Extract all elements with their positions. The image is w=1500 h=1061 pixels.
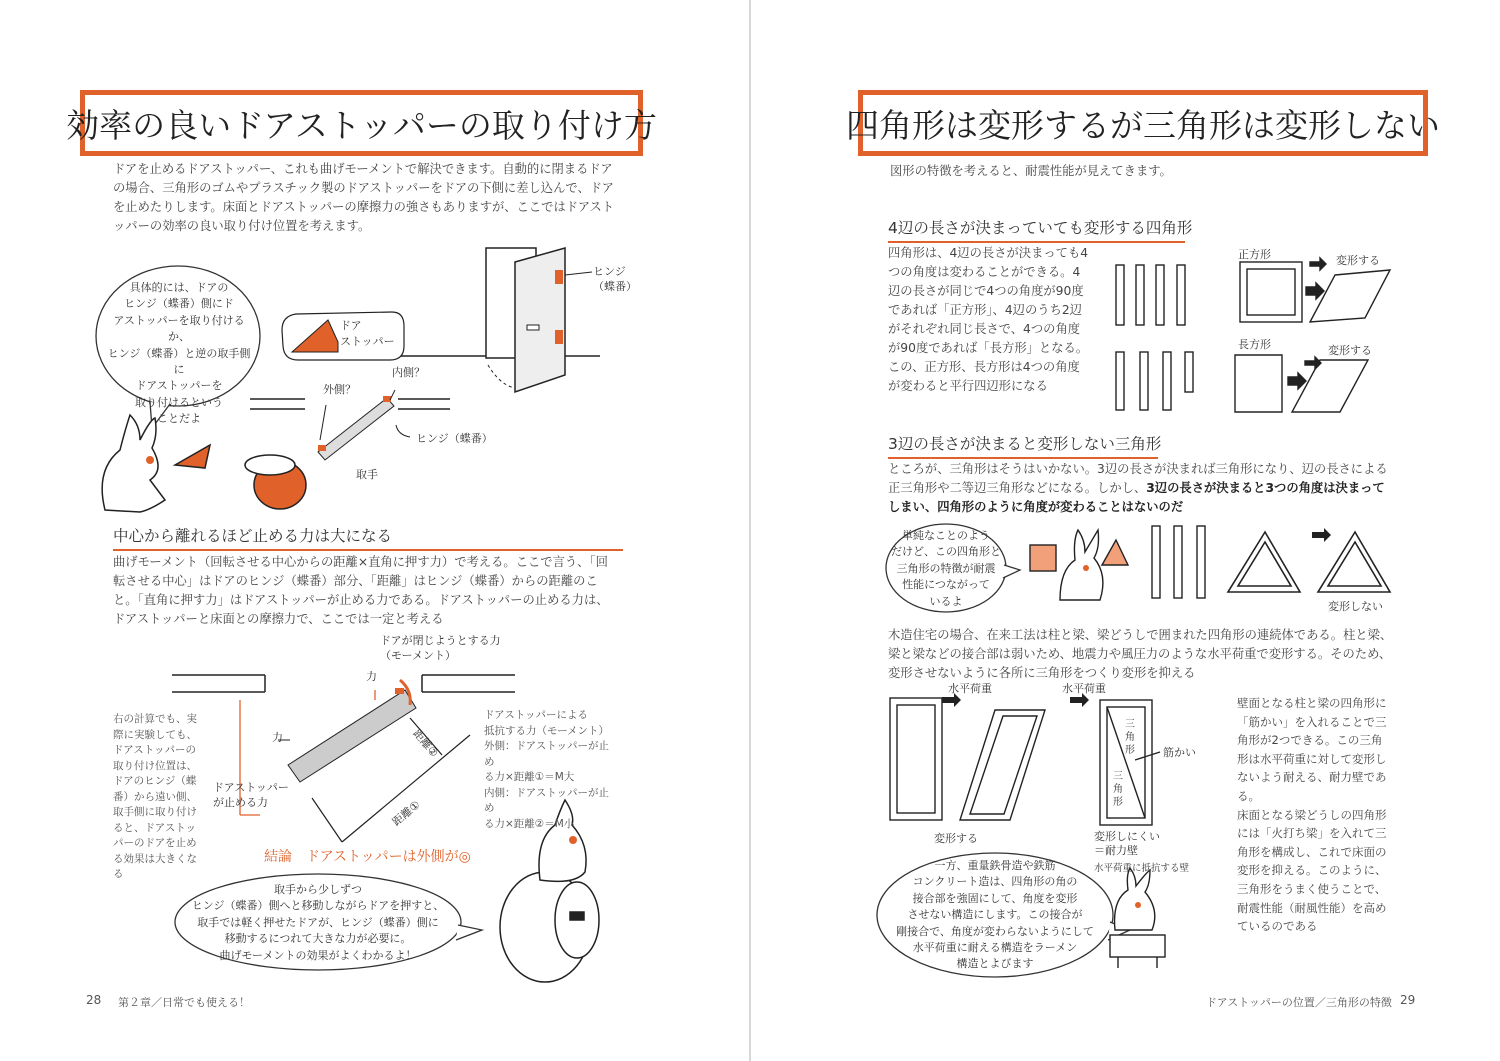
stopper-label: ドア ストッパー <box>340 319 395 348</box>
no-deform-label: 変形しない <box>1328 600 1383 613</box>
left-intro-text: ドアを止めるドアストッパー、これも曲げモーメントで解決できます。自動的に閉まるドアの場合、三角形のゴムやプラスチック製のドアストッパーをドアの下側に差し込んで、ドアを止めたりします。床面とドアストッパーの摩擦力の強さもありますが、ここではドアストッパーの効率の良い取り付け位置を考えます。 <box>113 162 615 233</box>
stopper-force-label: ドアストッパー が止める力 <box>213 781 289 809</box>
kangaroo-character-2 <box>245 455 306 509</box>
distance-1-label: 距離① <box>389 798 423 829</box>
door-illustration <box>395 248 600 392</box>
bearing-wall-label: 変形しにくい ＝耐力壁 <box>1094 830 1160 857</box>
left-page-title: 効率の良いドアストッパーの取り付け方 <box>80 90 643 156</box>
right-section-1-body: 四角形は、4辺の長さが決まっても4つの角度は変わることができる。4辺の長さが同じで4つの角度が90度であれば「正方形」、4辺のうち2辺がそれぞれ同じ長さで、4つの角度が90度であれば「長方形」となる。この、正方形、長方形は4つの角度が変わると平行四辺形になる <box>888 246 1089 393</box>
outside-label: 外側？ <box>323 383 356 396</box>
right-chapter-footer: ドアストッパーの位置／三角形の特徴 <box>1206 996 1392 1009</box>
left-chapter-footer: 第２章／日常でも使える！ <box>118 996 250 1009</box>
square-deform-figure <box>1235 258 1390 412</box>
force-label-2: 力 <box>272 731 283 744</box>
right-section-2-body <box>888 460 1393 517</box>
speech-bubble-4-text: 一方、重量鉄骨造や鉄筋 コンクリート造は、四角形の角の 接合部を強固にして、角度を変形 させない構造にします。この接合が 剛接合で、角度が変わらないようにして 水平荷重に耐える構造をラーメン 構造とよびます <box>896 859 1094 971</box>
triangle-figures <box>1228 528 1390 592</box>
handle-label: 取手 <box>356 468 378 481</box>
square-label: 正方形 <box>1238 248 1271 261</box>
hinge-label-2: ヒンジ（蝶番） <box>416 432 493 445</box>
hinge-label: ヒンジ （蝶番） <box>593 265 637 293</box>
rectangle-label: 長方形 <box>1238 338 1271 351</box>
kangaroo-character-3 <box>1030 530 1128 600</box>
resist-wall-label: 水平荷重に抵抗する壁 <box>1094 863 1190 874</box>
closing-force-label: ドアが閉じようとする力 （モーメント） <box>380 634 501 662</box>
brace-label: 筋かい <box>1163 746 1196 759</box>
frame-deform-label: 変形する <box>934 832 978 845</box>
triangle-lower-label: 三 角 形 <box>1113 771 1123 808</box>
conclusion-text: 結論 ドアストッパーは外側が◎ <box>264 849 471 865</box>
four-sticks-figure <box>1116 265 1193 410</box>
right-section-2-heading: 3辺の長さが決まると変形しない三角形 <box>888 432 1158 459</box>
three-sticks-figure <box>1152 526 1205 598</box>
horizontal-load-label-1: 水平荷重 <box>948 682 992 695</box>
resist-moment-caption: ドアストッパーによる 抵抗する力（モーメント） 外側：ドアストッパーが止め る力×距離①＝M大 内側：ドアストッパーが止め る力×距離②＝M小 <box>484 709 610 830</box>
speech-bubble-1-text: 具体的には、ドアの ヒンジ（蝶番）側にド アストッパーを取り付けるか、 ヒンジ（蝶番）と逆の取手側に ドアストッパーを 取り付けるという ことだよ <box>107 281 251 426</box>
speech-bubble-3-text: 単純なことのよう だけど、この四角形と 三角形の特徴が耐震 性能につながって いるよ <box>891 529 1001 608</box>
kangaroo-character-4 <box>1110 868 1165 968</box>
plan-view-2 <box>172 675 515 842</box>
right-page-title: 四角形は変形するが三角形は変形しない <box>858 90 1428 156</box>
left-page-number: 28 <box>86 993 102 1007</box>
section-2-text: ところが、三角形はそうはいかない。3辺の長さが決まれば三角形になり、辺の長さによる正三角形や二等辺三角形などになる。しかし、 <box>888 462 1388 495</box>
distance-2-label: 距離② <box>410 726 441 760</box>
triangle-upper-label: 三 角 形 <box>1125 719 1135 756</box>
plan-view-1 <box>250 390 450 460</box>
section-2-bold-text: 3辺の長さが決まると3つの角度は決まってしまい、四角形のように角度が変わることはないのだ <box>888 481 1385 514</box>
right-body-text-2: 木造住宅の場合、在来工法は柱と梁、梁どうしで囲まれた四角形の連続体である。柱と梁、梁と梁などの接合部は弱いため、地震力や風圧力のような水平荷重で変形する。そのため、変形させないように各所に三角形をつくり変形を抑える <box>888 628 1393 680</box>
kangaroo-character-1 <box>102 415 210 512</box>
force-label-1: 力 <box>366 670 377 683</box>
left-side-note: 右の計算でも、実際に実験しても、ドアストッパーの取り付け位置は、ドアのヒンジ（蝶番）から遠い側、取手側に取り付けると、ドアストッパーのドアを止める効果は大きくなる <box>113 713 197 880</box>
speech-bubble-2-text: 取手から少しずつ ヒンジ（蝶番）側へと移動しながらドアを押すと、 取手では軽く押せたドアが、ヒンジ（蝶番）側に 移動するにつれて大きな力が必要に。 曲げモーメントの効果がよくわかるよ！ <box>191 883 445 962</box>
square-deform-label: 変形する <box>1336 254 1380 267</box>
left-section-heading: 中心から離れるほど止める力は大になる <box>113 524 623 551</box>
inside-label: 内側？ <box>392 366 425 379</box>
horizontal-load-label-2: 水平荷重 <box>1062 682 1106 695</box>
right-intro-text: 図形の特徴を考えると、耐震性能が見えてきます。 <box>890 164 1172 178</box>
right-side-text: 壁面となる柱と梁の四角形に「筋かい」を入れることで三角形が2つできる。この三角形は水平荷重に対して変形しないよう耐える、耐力壁である。 床面となる梁どうしの四角形には「火打ち梁」を入れて三角形を構成し、これで床面の変形を抑える。このように、三角形をうまく使うことで、耐震性能（耐風性能）を高めているのである <box>1237 696 1387 934</box>
left-body-text: 曲げモーメント（回転させる中心からの距離×直角に押す力）で考える。ここで言う、「回転させる中心」はドアのヒンジ（蝶番）部分、「距離」はヒンジ（蝶番）からの距離のこと。「直角に押す力」はドアストッパーが止める力である。ドアストッパーの止める力は、ドアストッパーと床面との摩擦力で、ここでは一定と考える <box>113 555 609 626</box>
rectangle-deform-label: 変形する <box>1328 344 1372 357</box>
right-page-number: 29 <box>1400 993 1416 1007</box>
right-section-1-heading: 4辺の長さが決まっていても変形する四角形 <box>888 216 1185 243</box>
